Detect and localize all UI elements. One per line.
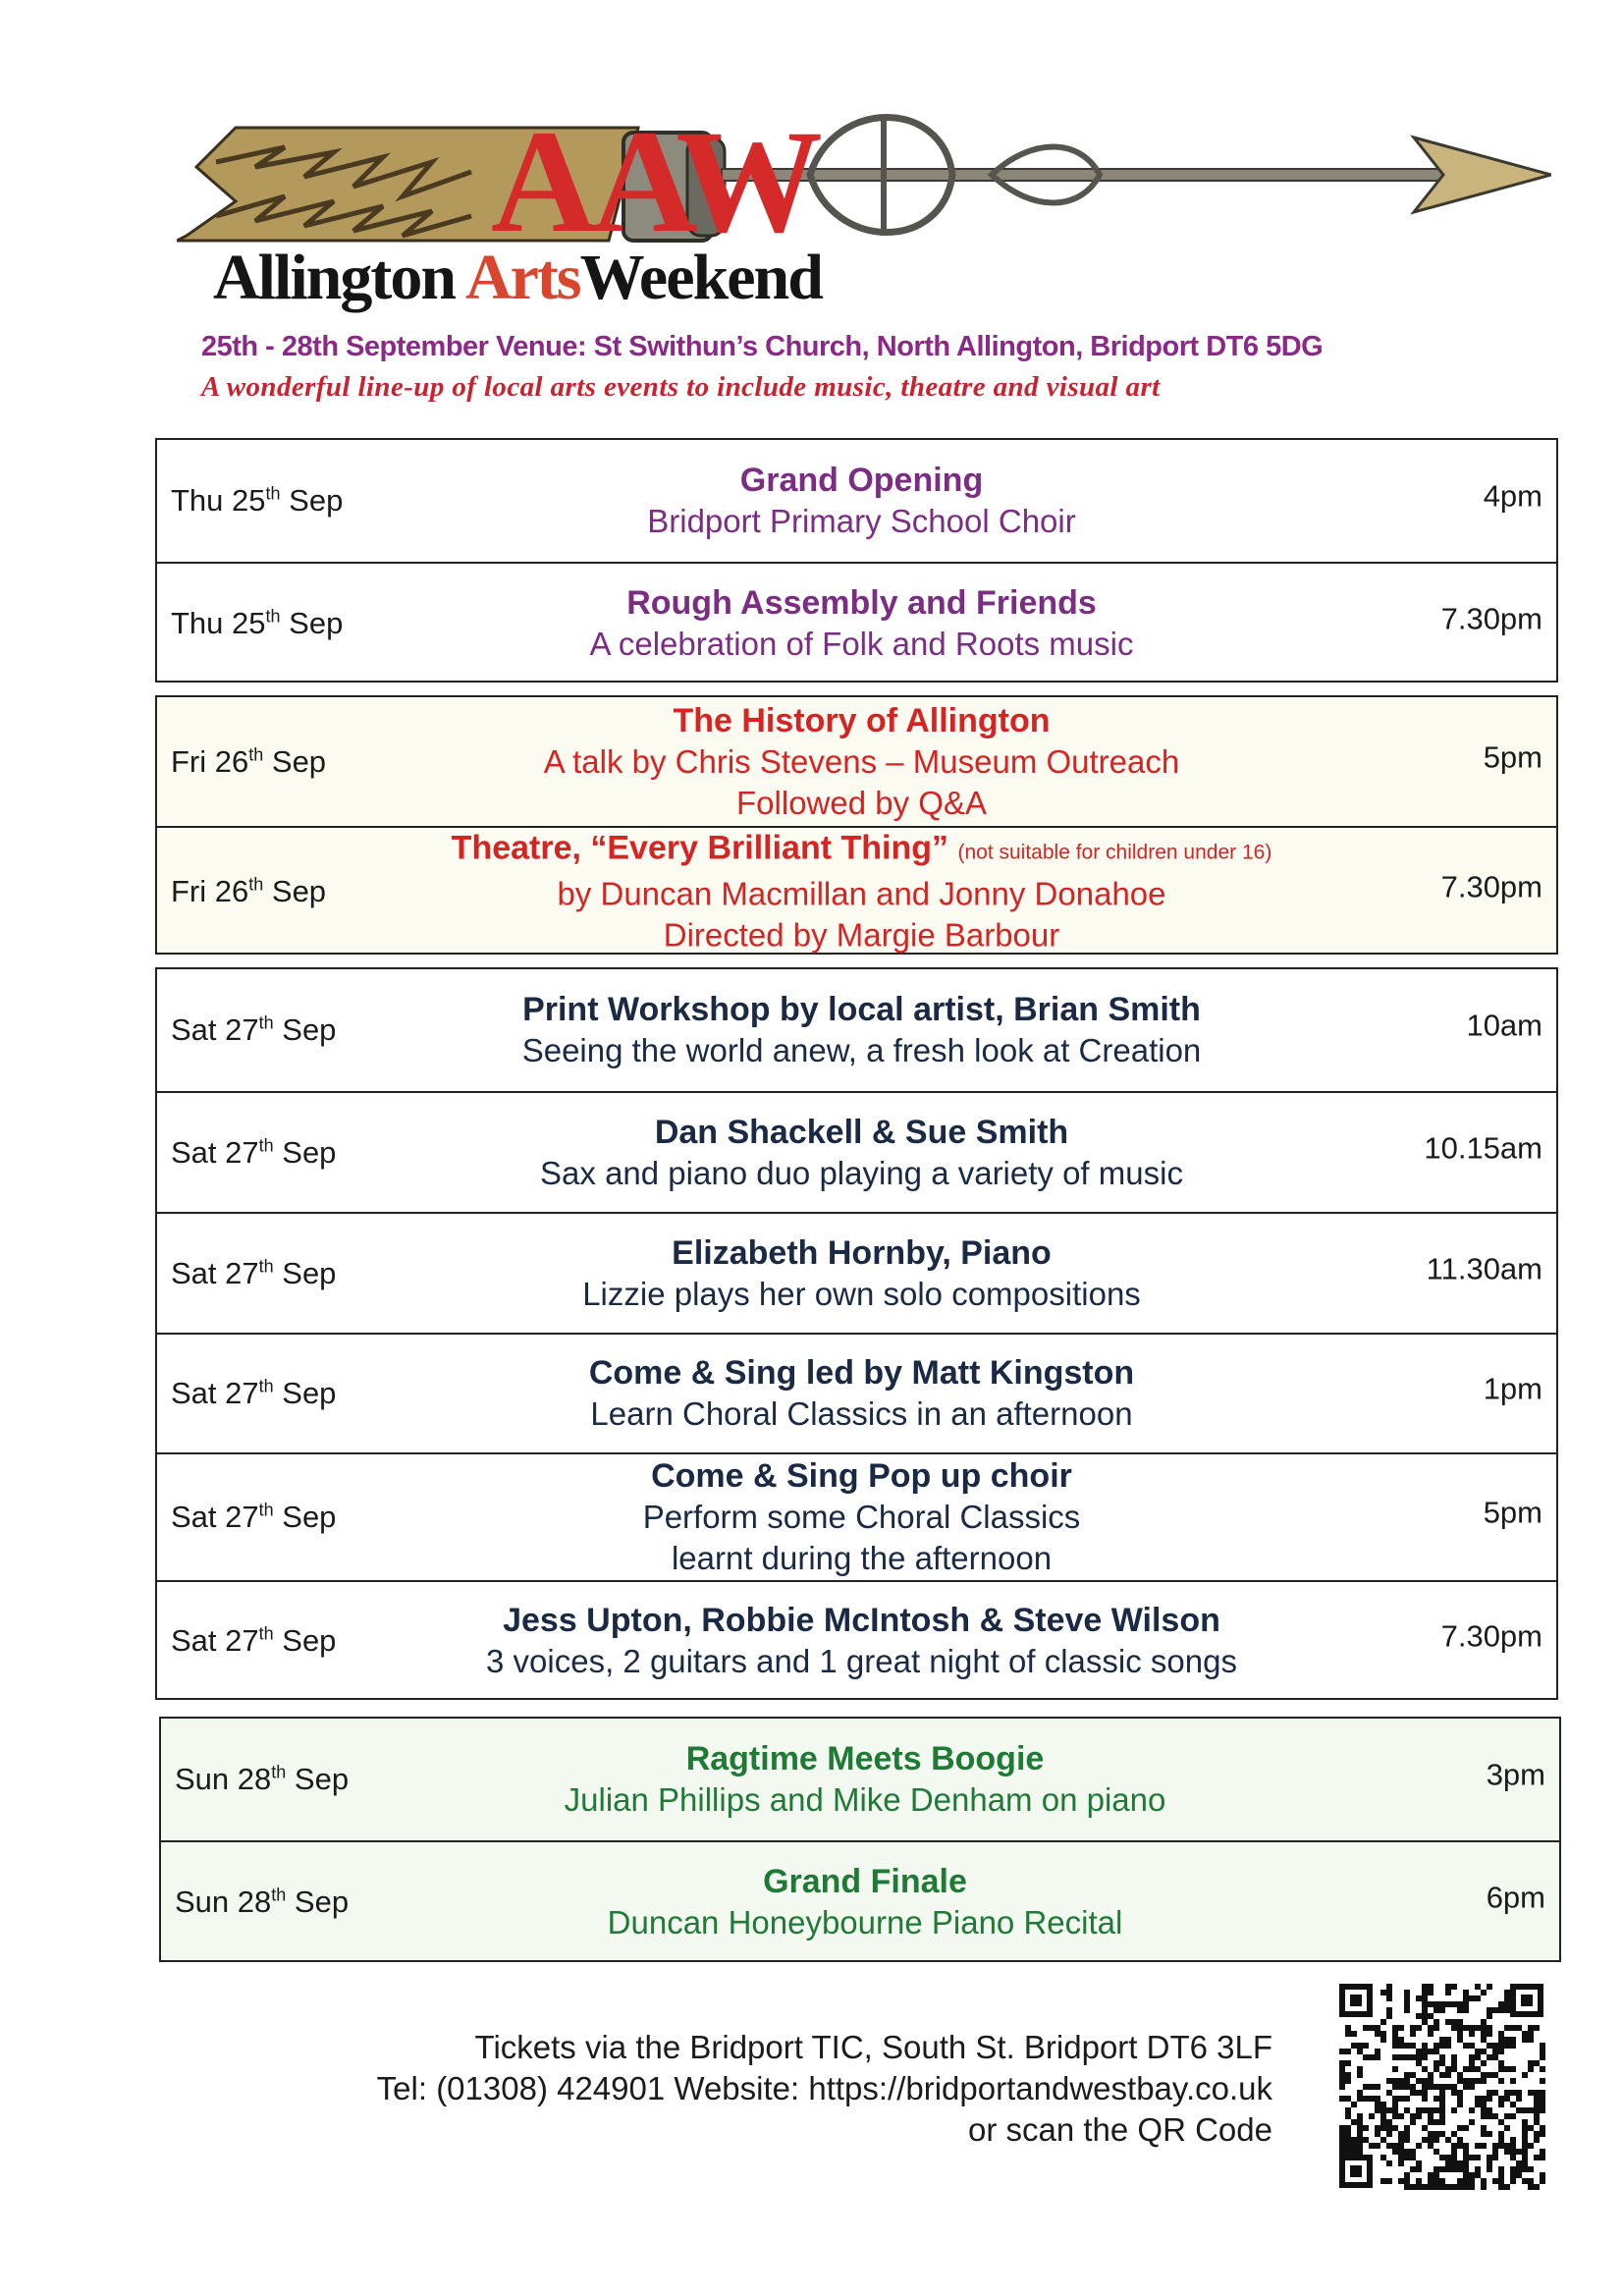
event-title: Rough Assembly and Friends bbox=[626, 583, 1097, 622]
event-row bbox=[157, 1580, 1556, 1700]
event-title: Come & Sing led by Matt Kingston bbox=[588, 1354, 1135, 1392]
event-row bbox=[161, 1840, 1559, 1962]
event-day: Thu 25th Sep bbox=[171, 483, 344, 518]
event-day: Sun 28th Sep bbox=[175, 1885, 350, 1919]
tagline: A wonderful line-up of local arts events to include music, theatre and visual art bbox=[201, 371, 1161, 403]
event-title: Ragtime Meets Boogie bbox=[685, 1740, 1045, 1777]
event-detail: Duncan Honeybourne Piano Recital bbox=[607, 1904, 1123, 1941]
event-row bbox=[157, 1452, 1556, 1580]
event-row bbox=[157, 969, 1556, 1091]
event-time: 10am bbox=[1466, 1008, 1542, 1043]
qr-instruction: or scan the QR Code bbox=[968, 2111, 1272, 2148]
event-detail: A celebration of Folk and Roots music bbox=[589, 625, 1134, 662]
event-day: Sat 27th Sep bbox=[171, 1012, 337, 1047]
event-row bbox=[157, 562, 1556, 683]
event-time: 11.30am bbox=[1426, 1251, 1542, 1286]
event-time: 4pm bbox=[1483, 478, 1542, 514]
event-row bbox=[161, 1719, 1559, 1840]
event-day: Sat 27th Sep bbox=[171, 1500, 337, 1534]
event-title: Grand Opening bbox=[739, 462, 984, 499]
arrow-weathervane-icon bbox=[177, 100, 1551, 263]
event-row bbox=[157, 1091, 1556, 1212]
event-time: 7.30pm bbox=[1440, 869, 1542, 904]
event-time: 3pm bbox=[1486, 1757, 1545, 1792]
event-row bbox=[157, 1333, 1556, 1452]
event-time: 5pm bbox=[1483, 739, 1542, 775]
event-day: Fri 26th Sep bbox=[171, 873, 327, 908]
event-day: Sat 27th Sep bbox=[171, 1623, 337, 1658]
qr-code-icon[interactable] bbox=[1335, 1980, 1547, 2192]
event-detail: Julian Phillips and Mike Denham on piano bbox=[564, 1781, 1166, 1818]
event-time: 7.30pm bbox=[1440, 1618, 1542, 1654]
event-note: (not suitable for children under 16) bbox=[957, 841, 1272, 863]
event-day: Sat 27th Sep bbox=[171, 1376, 337, 1410]
event-row bbox=[157, 697, 1556, 826]
dates-venue: 25th - 28th September Venue: St Swithun’s Church, North Allington, Bridport DT6 5DG bbox=[201, 331, 1324, 362]
event-row bbox=[157, 1212, 1556, 1333]
event-row bbox=[157, 440, 1556, 562]
tickets-line: Tickets via the Bridport TIC, South St. Bridport DT6 3LF bbox=[474, 2029, 1272, 2065]
brand-title: Allington ArtsWeekend bbox=[213, 242, 822, 313]
event-detail: Sax and piano duo playing a variety of music bbox=[540, 1154, 1183, 1191]
event-detail: learnt during the afternoon bbox=[671, 1540, 1053, 1576]
event-detail: Lizzie plays her own solo compositions bbox=[582, 1275, 1141, 1312]
event-detail: A talk by Chris Stevens – Museum Outreach bbox=[543, 742, 1180, 780]
event-title: Print Workshop by local artist, Brian Smith bbox=[522, 991, 1201, 1028]
event-detail: Learn Choral Classics in an afternoon bbox=[590, 1395, 1133, 1432]
event-detail: 3 voices, 2 guitars and 1 great night of classic songs bbox=[486, 1643, 1237, 1679]
event-detail: Bridport Primary School Choir bbox=[647, 503, 1076, 539]
event-title: Theatre, “Every Brilliant Thing” (not suitable for children under 16) bbox=[451, 829, 1272, 866]
event-group-sunday bbox=[159, 1717, 1561, 1962]
event-day: Fri 26th Sep bbox=[171, 743, 327, 779]
event-day: Sun 28th Sep bbox=[175, 1762, 350, 1796]
logo-text: AAW bbox=[491, 100, 818, 263]
event-time: 6pm bbox=[1486, 1880, 1545, 1915]
event-group-saturday bbox=[155, 967, 1558, 1700]
event-title: Dan Shackell & Sue Smith bbox=[654, 1113, 1069, 1151]
event-group-friday bbox=[155, 695, 1558, 955]
event-detail: Perform some Choral Classics bbox=[642, 1499, 1081, 1535]
event-time: 5pm bbox=[1483, 1495, 1542, 1530]
event-day: Sat 27th Sep bbox=[171, 1134, 337, 1170]
event-title: Come & Sing Pop up choir bbox=[651, 1457, 1072, 1495]
event-time: 7.30pm bbox=[1440, 601, 1542, 636]
tickets-info bbox=[377, 2027, 1272, 2151]
contact-line[interactable]: Tel: (01308) 424901 Website: https://bridportandwestbay.co.uk bbox=[376, 2070, 1272, 2106]
event-row bbox=[157, 826, 1556, 955]
event-detail: Followed by Q&A bbox=[736, 784, 987, 821]
event-title: Jess Upton, Robbie McIntosh & Steve Wilson bbox=[503, 1602, 1220, 1639]
event-detail: Directed by Margie Barbour bbox=[663, 916, 1060, 953]
event-title: Grand Finale bbox=[763, 1863, 967, 1900]
event-time: 1pm bbox=[1483, 1371, 1542, 1406]
event-title: Elizabeth Hornby, Piano bbox=[672, 1233, 1052, 1272]
event-time: 10.15am bbox=[1424, 1130, 1542, 1166]
event-detail: Seeing the world anew, a fresh look at Creation bbox=[521, 1032, 1202, 1068]
event-day: Thu 25th Sep bbox=[171, 605, 344, 640]
event-detail: by Duncan Macmillan and Jonny Donahoe bbox=[557, 875, 1166, 911]
event-title: The History of Allington bbox=[673, 701, 1051, 739]
event-day: Sat 27th Sep bbox=[171, 1255, 337, 1290]
event-group-thursday bbox=[155, 438, 1558, 683]
